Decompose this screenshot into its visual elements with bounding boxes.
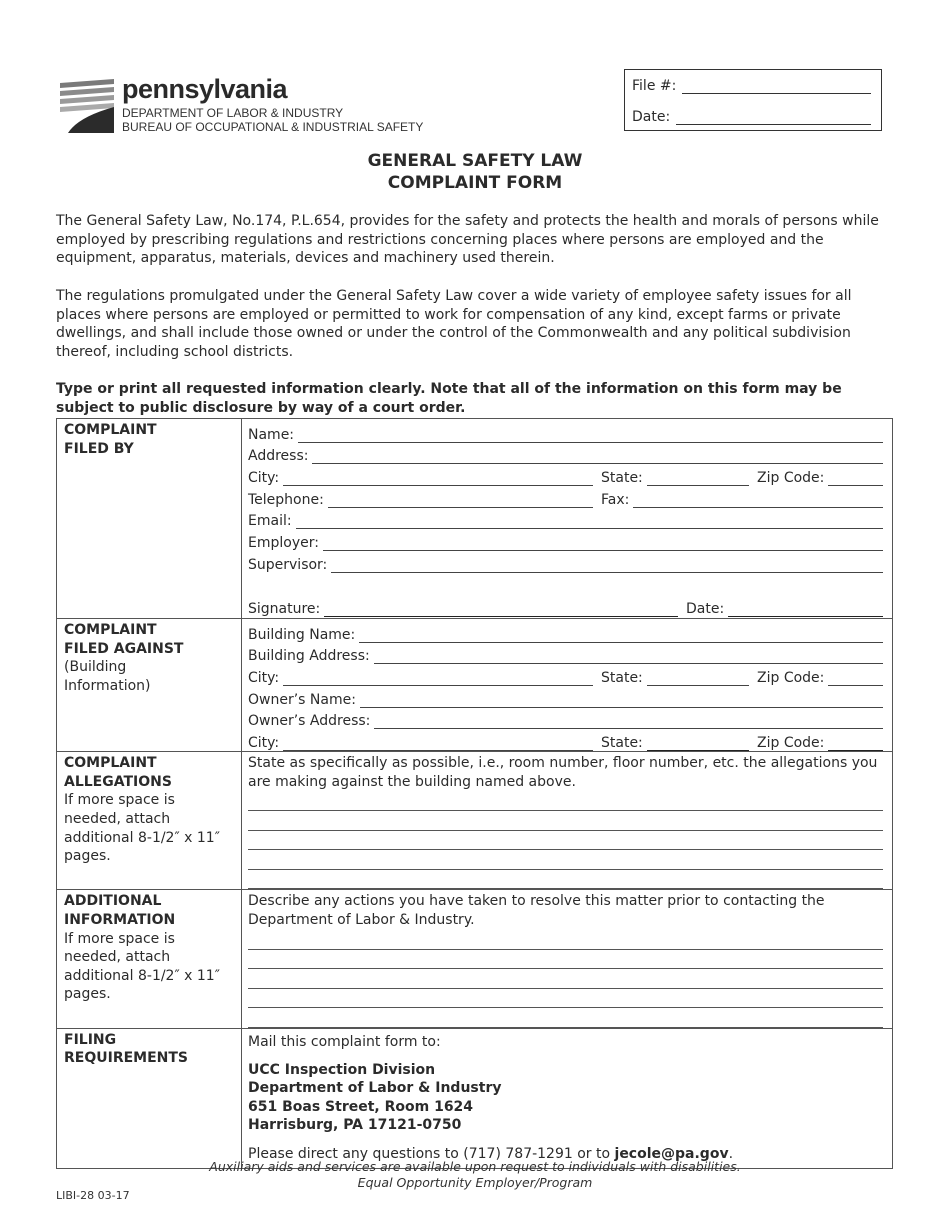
section-filed-against [57,619,893,752]
label-line: Information) [64,677,151,694]
building-city-label: City: [248,670,280,687]
allegations-content [242,752,893,890]
label-line: COMPLAINT [64,755,157,772]
keystone-flag-icon [58,77,114,133]
owner-city-field[interactable] [283,736,593,751]
building-city-field[interactable] [283,671,593,686]
owner-zip-field[interactable] [828,736,883,751]
space-note: If more space is needed, attach additional 8-1/2″ x 11″ pages. [64,930,220,1003]
allegations-description: State as specifically as possible, i.e., room number, floor number, etc. the allegations you are making against the building named above. [248,755,878,790]
address-line-2: Department of Labor & Industry [248,1080,502,1097]
filing-requirements-content [242,1028,893,1168]
building-zip-label: Zip Code: [757,670,825,687]
supervisor-field[interactable] [331,558,883,573]
owner-name-field[interactable] [360,693,883,708]
section-filing-requirements [57,1028,893,1168]
employer-field[interactable] [323,536,883,551]
signature-date-label: Date: [686,600,725,617]
label-line: FILED AGAINST [64,640,184,657]
contact-email-link[interactable]: jecole@pa.gov [614,1145,729,1162]
owner-address-label: Owner’s Address: [248,713,371,730]
allegations-line[interactable] [248,870,883,890]
zip-label: Zip Code: [757,470,825,487]
footer-line-2: Equal Opportunity Employer/Program [357,1175,593,1190]
form-number: LIBI-28 03-17 [56,1189,130,1202]
additional-info-line[interactable] [248,950,883,970]
bureau-name: BUREAU OF OCCUPATIONAL & INDUSTRIAL SAFETY [122,120,424,134]
telephone-field[interactable] [328,493,593,508]
intro-paragraph-2: The regulations promulgated under the General Safety Law cover a wide variety of employee safety issues for all places where persons are employed or permitted to work for compensation of any kind, except farms or private dwellings, and shall include those owned or under the control of the Commonwealth and any political subdivision thereof, including school districts. [56,288,852,360]
mailing-address [248,1061,883,1135]
file-date-label: Date: [632,109,671,125]
additional-info-line[interactable] [248,935,883,950]
fax-field[interactable] [633,493,883,508]
building-name-label: Building Name: [248,626,356,643]
file-number-label: File #: [632,78,677,94]
form-title [0,150,950,194]
email-label: Email: [248,513,292,530]
owner-state-label: State: [601,735,643,752]
address-line-4: Harrisburg, PA 17121-0750 [248,1117,462,1134]
allegations-line[interactable] [248,796,883,811]
building-state-field[interactable] [647,671,749,686]
building-address-field[interactable] [374,649,883,664]
intro-paragraph-1: The General Safety Law, No.174, P.L.654, provides for the safety and protects the health and morals of persons while employed by prescribing regulations and restrictions concerning places where persons are employed and the equipment, apparatus, materials, devices and machinery used therein. [56,213,879,267]
address-line-3: 651 Boas Street, Room 1624 [248,1098,474,1115]
signature-date-field[interactable] [728,602,883,617]
signature-label: Signature: [248,600,321,617]
disclosure-notice: Type or print all requested information clearly. Note that all of the information on this form may be subject to public disclosure by way of a court order. [56,381,842,416]
address-label: Address: [248,448,309,465]
additional-info-line[interactable] [248,969,883,989]
file-number-field[interactable] [682,79,871,94]
label-line: COMPLAINT [64,422,157,438]
footer-line-1: Auxiliary aids and services are available upon request to individuals with disabilities. [209,1159,741,1174]
label-line: INFORMATION [64,911,176,928]
owner-zip-label: Zip Code: [757,735,825,752]
additional-info-line[interactable] [248,989,883,1009]
label-line: REQUIREMENTS [64,1050,189,1067]
section-label-filed-against [57,619,242,752]
logo-wordmark: pennsylvania [122,74,288,104]
zip-field[interactable] [828,471,883,486]
label-line: COMPLAINT [64,622,157,638]
owner-name-label: Owner’s Name: [248,691,356,708]
section-label-filed-by [57,419,242,619]
owner-state-field[interactable] [647,736,749,751]
building-name-field[interactable] [359,628,883,643]
fax-label: Fax: [601,491,630,508]
state-field[interactable] [647,471,749,486]
accessibility-footer [0,1159,950,1191]
section-label-additional-info [57,890,242,1028]
allegations-line[interactable] [248,831,883,851]
name-field[interactable] [298,428,883,443]
label-line: (Building [64,659,127,676]
department-name: DEPARTMENT OF LABOR & INDUSTRY [122,106,344,120]
section-filed-by [57,419,893,619]
city-field[interactable] [283,471,593,486]
questions-period: . [728,1145,734,1162]
pa-logo [58,74,438,136]
label-line: ALLEGATIONS [64,773,172,790]
telephone-label: Telephone: [248,491,324,508]
city-label: City: [248,470,280,487]
additional-info-content [242,890,893,1028]
address-line-1: UCC Inspection Division [248,1061,436,1078]
filed-by-fields [242,419,893,619]
section-label-filing-requirements [57,1028,242,1168]
allegations-line[interactable] [248,811,883,831]
owner-address-field[interactable] [374,714,883,729]
building-zip-field[interactable] [828,671,883,686]
space-note: If more space is needed, attach additional 8-1/2″ x 11″ pages. [64,792,220,865]
label-line: ADDITIONAL [64,893,162,910]
section-additional-info [57,890,893,1028]
complaint-form-table [56,418,893,1169]
section-label-allegations [57,752,242,890]
form-title-line2: COMPLAINT FORM [387,173,563,193]
owner-city-label: City: [248,735,280,752]
mail-instructions: Mail this complaint form to: [248,1033,441,1050]
label-line: FILING [64,1031,117,1048]
additional-info-line[interactable] [248,1008,883,1028]
state-label: State: [601,470,643,487]
label-line: FILED BY [64,440,134,457]
section-allegations [57,752,893,890]
additional-info-description: Describe any actions you have taken to resolve this matter prior to contacting the Department of Labor & Industry. [248,893,825,928]
file-date-field[interactable] [676,110,871,125]
building-address-label: Building Address: [248,648,370,665]
address-field[interactable] [312,449,883,464]
name-label: Name: [248,426,295,443]
email-field[interactable] [296,514,883,529]
supervisor-label: Supervisor: [248,556,328,573]
questions-text: Please direct any questions to (717) 787-1291 or to [248,1145,615,1162]
filed-against-fields [242,619,893,752]
allegations-line[interactable] [248,850,883,870]
employer-label: Employer: [248,535,319,552]
signature-field[interactable] [324,602,678,617]
building-state-label: State: [601,670,643,687]
file-info-box [624,69,882,131]
form-title-line1: GENERAL SAFETY LAW [367,151,583,171]
